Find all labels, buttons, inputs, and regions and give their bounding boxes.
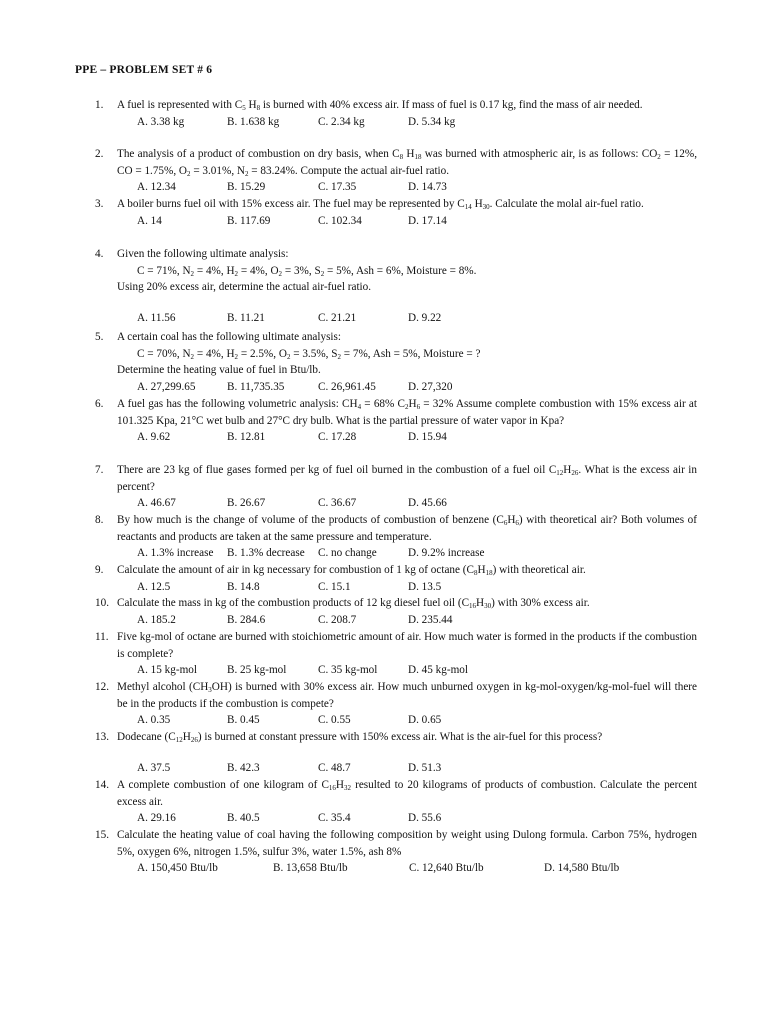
answer-choice: B. 1.3% decrease	[227, 547, 305, 560]
question-number: 2.	[95, 148, 104, 160]
answer-choices	[137, 114, 697, 131]
question-item	[95, 329, 697, 395]
answer-choices	[137, 495, 697, 512]
answer-choice: B. 0.45	[227, 714, 260, 727]
question-number: 12.	[95, 681, 109, 693]
question-text: Five kg-mol of octane are burned with stoichiometric amount of air. How much water is formed in the products if the combustion is complete?	[117, 631, 697, 660]
question-text: The analysis of a product of combustion on dry basis, when $C_8$ $H_{18}$ was burned with atmospheric air, is as follows: $CO_2 = 12\%$, CO = 1.75%, $O_2 = 3.01\%$, $N_2 = 83.24\%$. Compute the actual air-fuel ratio.	[117, 148, 697, 178]
answer-choice: A. 3.38 kg	[137, 115, 185, 128]
answer-choice: A. 0.35	[137, 714, 171, 727]
answer-choice: A. 12.5	[137, 580, 171, 593]
answer-choice: B. 15.29	[227, 181, 266, 194]
answer-choice: D. 9.22	[408, 311, 442, 324]
question-number: 1.	[95, 99, 104, 111]
question-number: 11.	[95, 631, 109, 643]
answer-choice: B. 42.3	[227, 761, 260, 774]
answer-choice: B. 40.5	[227, 812, 260, 825]
question-number: 6.	[95, 398, 104, 410]
answer-choice: A. 12.34	[137, 181, 176, 194]
answer-choice: B. 13,658 Btu/lb	[273, 862, 348, 875]
question-item	[95, 827, 697, 877]
answer-choice: D. 14.73	[408, 181, 447, 194]
answer-choice: A. 185.2	[137, 613, 176, 626]
answer-choice: A. 9.62	[137, 431, 171, 444]
question-item	[95, 97, 697, 130]
answer-choice: D. 55.6	[408, 812, 442, 825]
answer-choice: C. 0.55	[318, 714, 351, 727]
answer-choice: B. 1.638 kg	[227, 115, 280, 128]
answer-choices	[137, 612, 697, 629]
question-number: 5.	[95, 331, 104, 343]
question-number: 4.	[95, 248, 104, 260]
answer-choice: C. 35 kg-mol	[318, 664, 378, 677]
answer-choice: D. 51.3	[408, 761, 442, 774]
answer-choice: D. 5.34 kg	[408, 115, 456, 128]
answer-choice: A. 46.67	[137, 497, 176, 510]
question-number: 14.	[95, 779, 109, 791]
question-item	[95, 462, 697, 512]
question-item	[95, 246, 697, 326]
answer-choice: D. 14,580 Btu/lb	[544, 862, 620, 875]
question-number: 8.	[95, 514, 104, 526]
answer-choices	[137, 712, 697, 729]
answer-choice: C. 26,961.45	[318, 380, 376, 393]
answer-choice: C. 35.4	[318, 812, 351, 825]
answer-choice: B. 12.81	[227, 431, 266, 444]
answer-choice: C. 15.1	[318, 580, 351, 593]
question-number: 3.	[95, 198, 104, 210]
answer-choices	[137, 429, 697, 446]
answer-choice: B. 14.8	[227, 580, 260, 593]
answer-choices	[137, 662, 697, 679]
answer-choice: D. 235.44	[408, 613, 453, 626]
question-instruction: Using 20% excess air, determine the actual air-fuel ratio.	[117, 281, 372, 294]
answer-choice: C. 17.28	[318, 431, 357, 444]
question-text: Dodecane $(C_{12}H_{26})$ is burned at constant pressure with 150% excess air. What is the air-fuel for this process?	[117, 731, 603, 744]
question-text: Calculate the heating value of coal having the following composition by weight using Dulong formula. Carbon 75%, hydrogen 5%, oxygen 6%, nitrogen 1.5%, sulfur 3%, water 1.5%, ash 8%	[117, 829, 697, 858]
answer-choice: C. 21.21	[318, 311, 357, 324]
answer-choice: D. 0.65	[408, 714, 442, 727]
question-item	[95, 512, 697, 562]
answer-choices	[137, 860, 697, 877]
question-item	[95, 196, 697, 229]
question-item	[95, 629, 697, 679]
answer-choice: C. 36.67	[318, 497, 357, 510]
answer-choice: B. 25 kg-mol	[227, 664, 287, 677]
answer-choice: D. 9.2% increase	[408, 547, 485, 560]
question-item	[95, 729, 697, 776]
question-number: 9.	[95, 564, 104, 576]
question-text: A fuel is represented with $C_5$ $H_8$ is burned with 40% excess air. If mass of fuel is 0.17 kg, find the mass of air needed.	[117, 99, 643, 112]
answer-choice: B. 11.21	[227, 311, 265, 324]
question-item	[95, 562, 697, 595]
answer-choices	[137, 379, 697, 396]
answer-choice: C. 17.35	[318, 181, 357, 194]
question-number: 13.	[95, 731, 109, 743]
question-item	[95, 146, 697, 196]
answer-choice: A. 27,299.65	[137, 380, 196, 393]
question-text: A complete combustion of one kilogram of $C_{16}H_{32}$ resulted to 20 kilograms of products of combustion. Calculate the percent excess air.	[117, 779, 697, 808]
answer-choice: B. 26.67	[227, 497, 266, 510]
question-item	[95, 679, 697, 729]
question-instruction: Determine the heating value of fuel in Btu/lb.	[117, 364, 321, 377]
answer-choices	[137, 310, 697, 327]
answer-choice: D. 45.66	[408, 497, 447, 510]
answer-choice: A. 29.16	[137, 812, 176, 825]
question-text: A boiler burns fuel oil with 15% excess air. The fuel may be represented by $C_{14}$ $H_{30}$. Calculate the molal air-fuel ratio.	[117, 198, 644, 211]
answer-choices	[137, 545, 697, 562]
answer-choice: D. 27,320	[408, 380, 453, 393]
question-text: Calculate the amount of air in kg necessary for combustion of 1 kg of octane $(C_8H_{18})$ with theoretical air.	[117, 564, 586, 577]
answer-choice: A. 14	[137, 214, 162, 227]
question-text: There are 23 kg of flue gases formed per kg of fuel oil burned in the combustion of a fuel oil $C_{12}H_{26}$. What is the excess air in percent?	[117, 464, 697, 493]
answer-choice: B. 117.69	[227, 214, 271, 227]
answer-choice: D. 15.94	[408, 431, 447, 444]
answer-choice: D. 45 kg-mol	[408, 664, 468, 677]
answer-choice: C. 12,640 Btu/lb	[409, 862, 484, 875]
question-item	[95, 396, 697, 446]
answer-choices	[137, 213, 697, 230]
question-text: Given the following ultimate analysis:	[117, 248, 289, 260]
answer-choice: B. 284.6	[227, 613, 266, 626]
answer-choices	[137, 579, 697, 596]
question-text: Calculate the mass in kg of the combustion products of 12 kg diesel fuel oil $(C_{16}H_{30})$ with 30% excess air.	[117, 597, 590, 610]
answer-choices	[137, 179, 697, 196]
answer-choice: A. 11.56	[137, 311, 176, 324]
question-text: By how much is the change of volume of the products of combustion of benzene $(C_6H_6)$ with theoretical air? Both volumes of reactants and products are taken at the same pressure and temperature.	[117, 514, 698, 543]
question-item	[95, 595, 697, 628]
answer-choice: C. 48.7	[318, 761, 351, 774]
answer-choice: C. 208.7	[318, 613, 357, 626]
answer-choices	[137, 810, 697, 827]
answer-choice: C. no change	[318, 547, 377, 560]
question-number: 7.	[95, 464, 104, 476]
question-text: A certain coal has the following ultimate analysis:	[117, 331, 342, 343]
analysis-line: C = 71%, $N_2 = 4\%$, $H_2 = 4\%$, $O_2 = 3\%$, $S_2 = 5\%$, Ash = 6%, Moisture = 8%.	[137, 264, 477, 278]
answer-choice: A. 15 kg-mol	[137, 664, 197, 677]
answer-choice: D. 13.5	[408, 580, 442, 593]
question-item	[95, 777, 697, 827]
question-number: 15.	[95, 829, 109, 841]
page-title: PPE – PROBLEM SET # 6	[75, 64, 213, 76]
question-text: A fuel gas has the following volumetric analysis: $CH_4 = 68\%$ $C_2H_6 = 32\%$ Assume complete combustion with 15% excess air at 101.325 Kpa, 21°C wet bulb and 27°C dry bulb. What is the partial pressure of water vapor in Kpa?	[117, 398, 697, 427]
question-text: Methyl alcohol $(CH_3OH)$ is burned with 30% excess air. How much unburned oxygen in kg-mol-oxygen/kg-mol-fuel will there be in the products if the combustion is compete?	[117, 681, 698, 710]
answer-choice: A. 150,450 Btu/lb	[137, 862, 218, 875]
answer-choices	[137, 760, 697, 777]
answer-choice: D. 17.14	[408, 214, 447, 227]
analysis-line: C = 70%, $N_2 = 4\%$, $H_2 = 2.5\%$, $O_2 = 3.5\%$, $S_2 = 7\%$, Ash = 5%, Moisture = ?	[137, 347, 481, 361]
question-number: 10.	[95, 597, 109, 609]
answer-choice: C. 2.34 kg	[318, 115, 365, 128]
answer-choice: A. 37.5	[137, 761, 171, 774]
answer-choice: B. 11,735.35	[227, 380, 285, 393]
answer-choice: A. 1.3% increase	[137, 547, 214, 560]
answer-choice: C. 102.34	[318, 214, 362, 227]
